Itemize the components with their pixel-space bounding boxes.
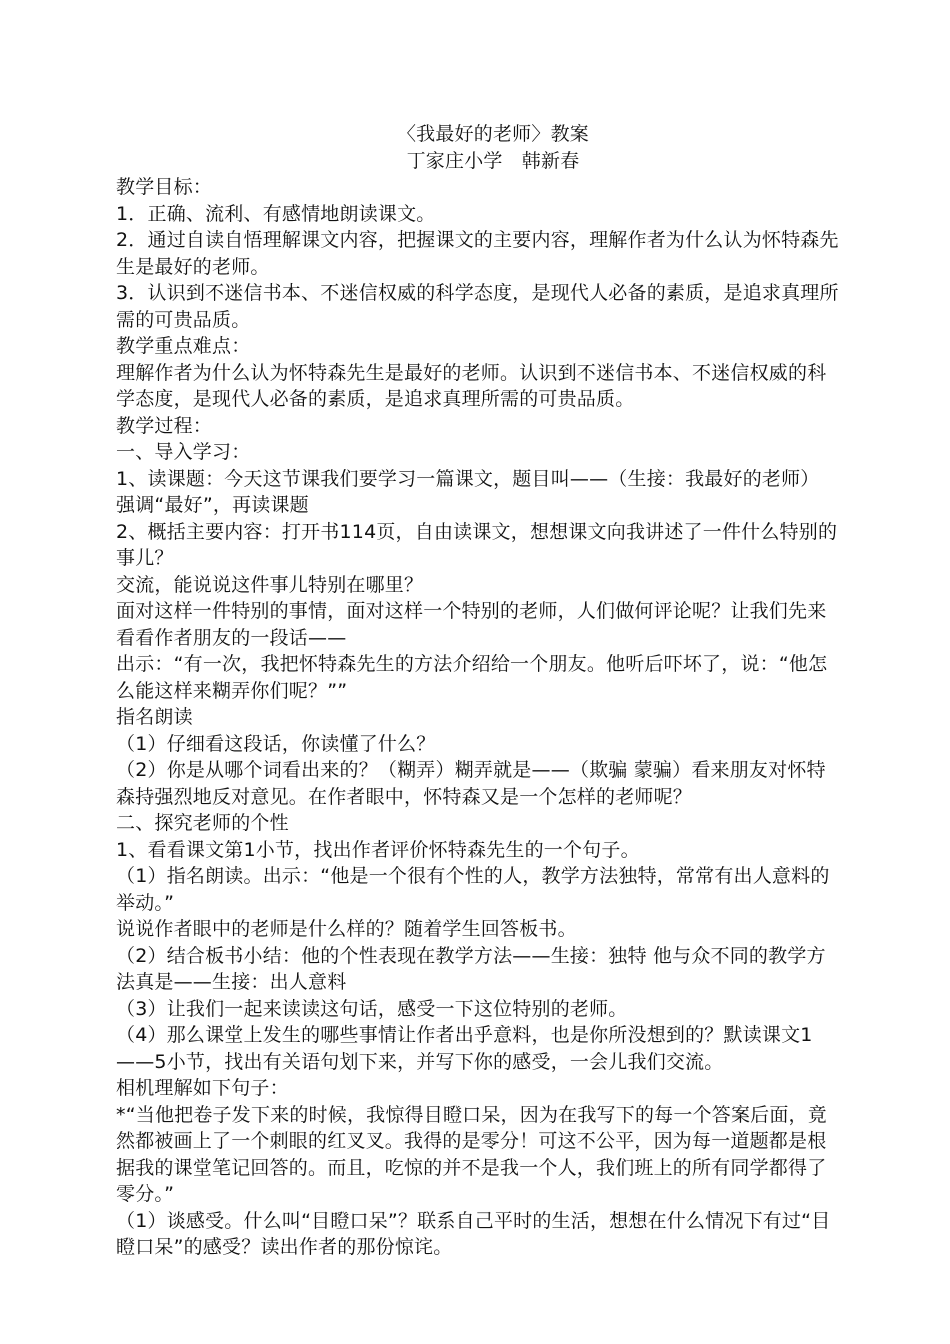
paragraph: （2）结合板书小结：他的个性表现在教学方法——生接：独特 他与众不同的教学方法真是——生接：出人意料: [116, 944, 826, 993]
paragraph: 交流，能说说这件事儿特别在哪里？: [116, 573, 424, 596]
paragraph: 1、读课题：今天这节课我们要学习一篇课文，题目叫——（生接：我最好的老师）: [116, 467, 820, 490]
paragraph: 一、导入学习：: [116, 441, 251, 463]
paragraph: 二、探究老师的个性: [116, 812, 289, 834]
paragraph: （1）指名朗读。出示：“他是一个很有个性的人，教学方法独特，常常有出人意料的举动。”: [116, 865, 830, 914]
document-body: [116, 121, 840, 1261]
paragraph: （3）让我们一起来读读这句话，感受一下这位特别的老师。: [116, 997, 628, 1020]
paragraph-list: [116, 174, 840, 1261]
paragraph: 说说作者眼中的老师是什么样的？随着学生回答板书。: [116, 918, 577, 940]
paragraph: 教学过程：: [116, 414, 213, 437]
paragraph: 理解作者为什么认为怀特森先生是最好的老师。认识到不迷信书本、不迷信权威的科学态度，是现代人必备的素质，是追求真理所需的可贵品质。: [116, 361, 827, 410]
paragraph: 2．通过自读自悟理解课文内容，把握课文的主要内容，理解作者为什么认为怀特森先生是最好的老师。: [116, 229, 839, 278]
paragraph: 2、概括主要内容：打开书114页，自由读课文，想想课文向我讲述了一件什么特别的事儿？: [116, 520, 838, 569]
paragraph: （1）仔细看这段话，你读懂了什么？: [116, 732, 436, 755]
paragraph: 指名朗读: [116, 706, 193, 728]
paragraph: （2）你是从哪个词看出来的？（糊弄）糊弄就是——（欺骗 蒙骗）看来朋友对怀特森持强烈地反对意见。在作者眼中，怀特森又是一个怎样的老师呢？: [116, 759, 826, 808]
paragraph: （4）那么课堂上发生的哪些事情让作者出乎意料，也是你所没想到的？默读课文1——5小节，找出有关语句划下来，并写下你的感受，一会儿我们交流。: [116, 1024, 813, 1073]
paragraph: *“当他把卷子发下来的时候，我惊得目瞪口呆，因为在我写下的每一个答案后面，竟然都被画上了一个刺眼的红叉叉。我得的是零分！可这不公平，因为每一道题都是根据我的课堂笔记回答的。而且，吃惊的并不是我一个人，我们班上的所有同学都得了零分。”: [116, 1103, 827, 1205]
paragraph: 出示：“有一次，我把怀特森先生的方法介绍给一个朋友。他听后吓坏了，说：“他怎么能这样来糊弄你们呢？””: [116, 653, 828, 702]
paragraph: 3．认识到不迷信书本、不迷信权威的科学态度，是现代人必备的素质，是追求真理所需的可贵品质。: [116, 282, 839, 331]
paragraph: 教学目标：: [116, 176, 213, 198]
document-title: 〈我最好的老师〉教案: [396, 123, 589, 145]
paragraph: （1）谈感受。什么叫“目瞪口呆”？联系自己平时的生活，想想在什么情况下有过“目瞪口呆”的感受？读出作者的那份惊诧。: [116, 1209, 831, 1258]
paragraph: 1、看看课文第1小节，找出作者评价怀特森先生的一个句子。: [116, 838, 640, 861]
document-author-line: 丁家庄小学 韩新春: [406, 149, 580, 172]
paragraph: 1．正确、流利、有感情地朗读课文。: [116, 202, 436, 225]
paragraph: 面对这样一件特别的事情，面对这样一个特别的老师，人们做何评论呢？让我们先来看看作者朋友的一段话——: [116, 600, 827, 649]
paragraph: 相机理解如下句子：: [116, 1077, 289, 1099]
paragraph: 强调“最好”，再读课题: [116, 494, 309, 516]
paragraph: 教学重点难点：: [116, 335, 251, 357]
